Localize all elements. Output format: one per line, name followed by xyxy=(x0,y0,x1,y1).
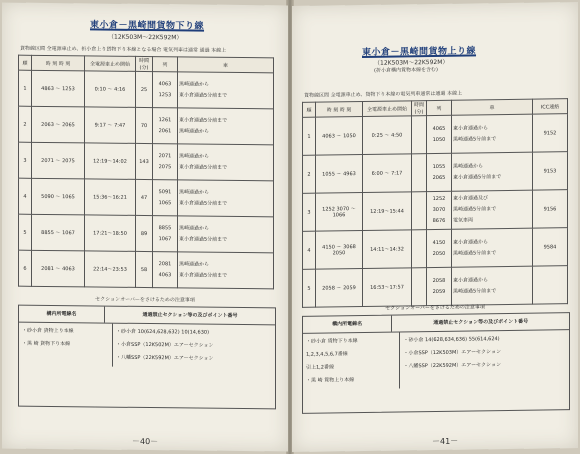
train-notes xyxy=(452,190,533,229)
page-number: －41－ xyxy=(432,436,459,447)
train-number: 2065 xyxy=(432,174,446,181)
time-span: 4863 ～ 1253 xyxy=(32,70,85,107)
col-header: 全電源車止め開始 xyxy=(85,56,136,72)
train-numbers xyxy=(153,72,178,108)
train-note: 東小倉通過5分前まで xyxy=(179,91,228,99)
table-row xyxy=(19,178,274,217)
time-span: 2081 ～ 4063 xyxy=(32,250,85,287)
row-number: 2 xyxy=(19,106,32,142)
train-number: 2058 xyxy=(432,277,446,284)
train-note: 黒崎通過から xyxy=(179,224,210,232)
train-notes xyxy=(178,72,274,109)
box-header: 通過禁止セクション等の及びポイント番号 xyxy=(391,313,569,331)
left-page xyxy=(2,3,288,452)
page-number: －40－ xyxy=(132,436,159,447)
section-list xyxy=(400,330,569,388)
stop-range: 15:36～16:21 xyxy=(85,179,136,216)
train-note: 黒崎通過5分前まで xyxy=(453,135,497,143)
col-header: 車 xyxy=(178,57,274,73)
col-header: 車 xyxy=(452,99,533,115)
time-span: 8855 ～ 1067 xyxy=(32,214,85,251)
train-note: 東小倉通過5分前まで xyxy=(179,199,228,207)
train-note: 東小倉通過から xyxy=(453,238,489,246)
table-row xyxy=(19,214,274,253)
box-header: 通過禁止セクション等の及びポイント番号 xyxy=(104,307,275,325)
train-note: 電気車両 xyxy=(453,217,474,224)
col-header: 順 xyxy=(19,55,32,70)
notice-box xyxy=(302,312,570,414)
time-span: 2058 ～ 2059 xyxy=(316,269,363,308)
row-number: 3 xyxy=(19,142,32,178)
stop-range: 12:19～14:02 xyxy=(85,143,136,180)
train-number: 2075 xyxy=(158,163,172,170)
section-item: ・小倉SSP（12K503M）エアーセクション xyxy=(403,349,501,357)
train-note: 黒崎通過5分前まで xyxy=(453,287,497,295)
page-subtitle: （12K503M～22K592M） xyxy=(374,58,449,67)
section-item: ・八幡SSP（22K592M）エアーセクション xyxy=(116,354,214,362)
stop-range: 14:11～14:32 xyxy=(363,230,412,269)
time-span: 1055 ～ 4963 xyxy=(316,155,363,194)
train-numbers xyxy=(153,108,178,144)
row-number: 4 xyxy=(303,231,316,269)
train-note: 黒崎通過から xyxy=(179,188,210,196)
train-notes xyxy=(452,266,533,305)
section-item: ・砂小倉 10(624,628,632) 10(14,630) xyxy=(116,328,210,336)
right-page xyxy=(292,2,578,452)
train-numbers xyxy=(427,115,452,153)
col-header: 時 刻 時 刻 xyxy=(32,55,85,71)
col-header: 時 刻 時 刻 xyxy=(316,102,363,118)
train-number: 1253 xyxy=(158,91,172,98)
duration xyxy=(412,116,427,154)
header-note: 貨物線区間 全電源車止め、貨物下り本線の電気列車通常は通過 本線上 xyxy=(304,90,462,99)
schedule-table xyxy=(18,55,274,290)
train-numbers xyxy=(427,267,452,305)
row-number: 4 xyxy=(19,178,32,214)
stop-range: 17:21～18:50 xyxy=(85,215,136,252)
train-notes xyxy=(452,228,533,267)
col-header: 時間(分) xyxy=(412,101,427,116)
page-title: 東小倉－黒崎間貨物上り線 xyxy=(362,46,477,59)
time-span: 2071 ～ 2075 xyxy=(32,142,85,179)
train-number: 1252 xyxy=(432,195,446,203)
duration xyxy=(412,154,427,192)
train-notes xyxy=(178,180,274,217)
train-note: 東小倉通過5分前まで xyxy=(179,271,228,279)
time-span: 4150 ～ 3068 2050 xyxy=(316,231,363,270)
train-number: 1065 xyxy=(158,199,172,206)
train-number: 4065 xyxy=(432,125,446,132)
schedule-table xyxy=(302,98,568,308)
train-number: 3070 xyxy=(432,206,446,214)
icc-code: 9156 xyxy=(533,190,568,228)
train-number: 8676 xyxy=(432,217,446,225)
train-numbers xyxy=(153,144,178,180)
section-list xyxy=(113,324,275,369)
col-header: ICC連絡 xyxy=(533,99,568,114)
icc-code: 9152 xyxy=(533,114,568,152)
duration xyxy=(412,268,427,306)
box-header: 構内所電線名 xyxy=(332,321,363,328)
train-note: 東小倉通過5分前まで xyxy=(453,173,502,181)
table-row xyxy=(19,250,274,289)
section-caption: セクションオーバーをさけるための注意事項 xyxy=(95,296,195,304)
train-numbers xyxy=(153,180,178,216)
train-note: 東小倉通過5分前まで xyxy=(179,116,228,124)
train-numbers xyxy=(153,216,178,252)
table-row xyxy=(19,142,274,181)
stop-range: 9:17 ～ 7:47 xyxy=(85,107,136,144)
train-note: 東小倉通過5分前まで xyxy=(179,235,228,243)
section-item: ・八幡SSP（22K592M）エアーセクション xyxy=(403,362,501,370)
page-title: 東小倉－黒崎間貨物下り線 xyxy=(90,20,205,32)
train-notes xyxy=(178,144,274,181)
notice-box xyxy=(18,305,276,410)
track-list xyxy=(19,323,113,367)
table-row xyxy=(303,228,568,270)
header-note: 貨物線区間 全電源車止め、折小倉上り貨物下り本線となる場合 電気列車は通常 通過 本線上 xyxy=(20,45,227,54)
col-header: 列 xyxy=(153,57,178,72)
time-span: 2063 ～ 2065 xyxy=(32,106,85,143)
icc-code: 9584 xyxy=(533,228,568,266)
row-number: 6 xyxy=(19,250,32,286)
stop-range: 22:14～23:53 xyxy=(85,251,136,288)
page-subtitle: （12K503M～22K592M） xyxy=(108,33,183,42)
track-list xyxy=(303,332,400,389)
track-item: 1,2,3,4,5,6,7番線 xyxy=(306,351,348,358)
train-note: 黒崎通過から xyxy=(179,152,210,160)
train-numbers xyxy=(153,252,178,288)
train-note: 東小倉通過から xyxy=(453,276,489,284)
train-note: 黒崎通過から xyxy=(453,162,484,170)
stop-range: 6:00 ～ 7:17 xyxy=(363,154,412,193)
train-number: 1067 xyxy=(158,235,172,242)
train-number: 1261 xyxy=(158,116,172,123)
train-notes xyxy=(178,216,274,253)
row-number: 5 xyxy=(303,269,316,307)
track-item: ・黒 崎 貨物上り本線 xyxy=(306,377,355,384)
train-note: 東小倉通過及び xyxy=(453,195,489,202)
train-number: 1050 xyxy=(432,136,446,143)
table-row xyxy=(19,70,274,109)
row-number: 2 xyxy=(303,155,316,193)
train-number: 4063 xyxy=(158,271,172,278)
train-number: 5091 xyxy=(158,188,172,195)
track-item: ・黒 崎 貨物下り本線 xyxy=(22,340,71,348)
row-number: 5 xyxy=(19,214,32,250)
duration: 89 xyxy=(136,215,153,251)
stop-range: 16:53～17:57 xyxy=(363,268,412,307)
table-row xyxy=(303,266,568,308)
row-number: 1 xyxy=(19,70,32,106)
track-item: ・砂小倉 貨物下り本線 xyxy=(306,338,358,345)
duration xyxy=(412,230,427,268)
train-note: 東小倉通過5分前まで xyxy=(179,163,228,171)
train-number: 2081 xyxy=(158,260,172,267)
train-notes xyxy=(178,252,274,289)
duration xyxy=(412,192,427,230)
section-caption: セクションオーバーをさけるための注意事項 xyxy=(385,304,485,312)
train-number: 8855 xyxy=(158,224,172,231)
train-numbers xyxy=(427,191,452,229)
duration: 47 xyxy=(136,179,153,215)
row-number: 1 xyxy=(303,117,316,155)
col-header: 全電源車止め開始 xyxy=(363,101,412,117)
stop-range: 0:25 ～ 4:50 xyxy=(363,116,412,155)
train-number: 4150 xyxy=(432,239,446,246)
train-numbers xyxy=(427,229,452,267)
train-number: 2050 xyxy=(432,250,446,257)
train-notes xyxy=(452,114,533,153)
duration: 25 xyxy=(136,71,153,107)
train-note: 黒崎通過から xyxy=(179,127,210,135)
time-span: 4063 ～ 1050 xyxy=(316,117,363,156)
table-row xyxy=(303,152,568,194)
train-notes xyxy=(178,108,274,145)
train-number: 4063 xyxy=(158,80,172,87)
table-row xyxy=(303,190,568,232)
train-number: 1055 xyxy=(432,163,446,170)
row-number: 3 xyxy=(303,193,316,231)
duration: 58 xyxy=(136,251,153,287)
stop-range: 0:10 ～ 4:16 xyxy=(85,71,136,108)
section-item: ・小倉SSP（12K502M）エアーセクション xyxy=(116,341,214,349)
train-numbers xyxy=(427,153,452,191)
train-note: 黒崎通過5分前まで xyxy=(453,206,497,213)
train-note: 黒崎通過から xyxy=(179,260,210,268)
track-item: ・砂小倉 貨物上り本線 xyxy=(22,327,74,335)
time-span: 1252 3070 ～ 1066 xyxy=(316,193,363,232)
icc-code: 9153 xyxy=(533,152,568,190)
time-span: 5090 ～ 1065 xyxy=(32,178,85,215)
page-subtitle-2: (折小倉構内貨物本線を含む) xyxy=(374,66,438,74)
train-number: 2071 xyxy=(158,152,172,159)
track-item: 引上1,2番線 xyxy=(306,364,334,371)
section-item: ・砂小倉 14(628,634,636) 55(614,624) xyxy=(403,336,500,344)
icc-code xyxy=(533,266,568,304)
table-row xyxy=(303,114,568,156)
box-header: 構内所電線名 xyxy=(46,310,77,318)
train-notes xyxy=(452,152,533,191)
table-row xyxy=(19,106,274,145)
col-header: 順 xyxy=(303,102,316,117)
train-note: 黒崎通過から xyxy=(179,80,210,88)
stop-range: 12:19～15:44 xyxy=(363,192,412,231)
train-number: 2061 xyxy=(158,127,172,134)
train-number: 2059 xyxy=(432,288,446,295)
col-header: 列 xyxy=(427,100,452,115)
train-note: 黒崎通過5分前まで xyxy=(453,249,497,257)
train-note: 東小倉通過から xyxy=(453,124,489,132)
duration: 70 xyxy=(136,107,153,143)
col-header: 時間(分) xyxy=(136,56,153,71)
duration: 143 xyxy=(136,143,153,179)
